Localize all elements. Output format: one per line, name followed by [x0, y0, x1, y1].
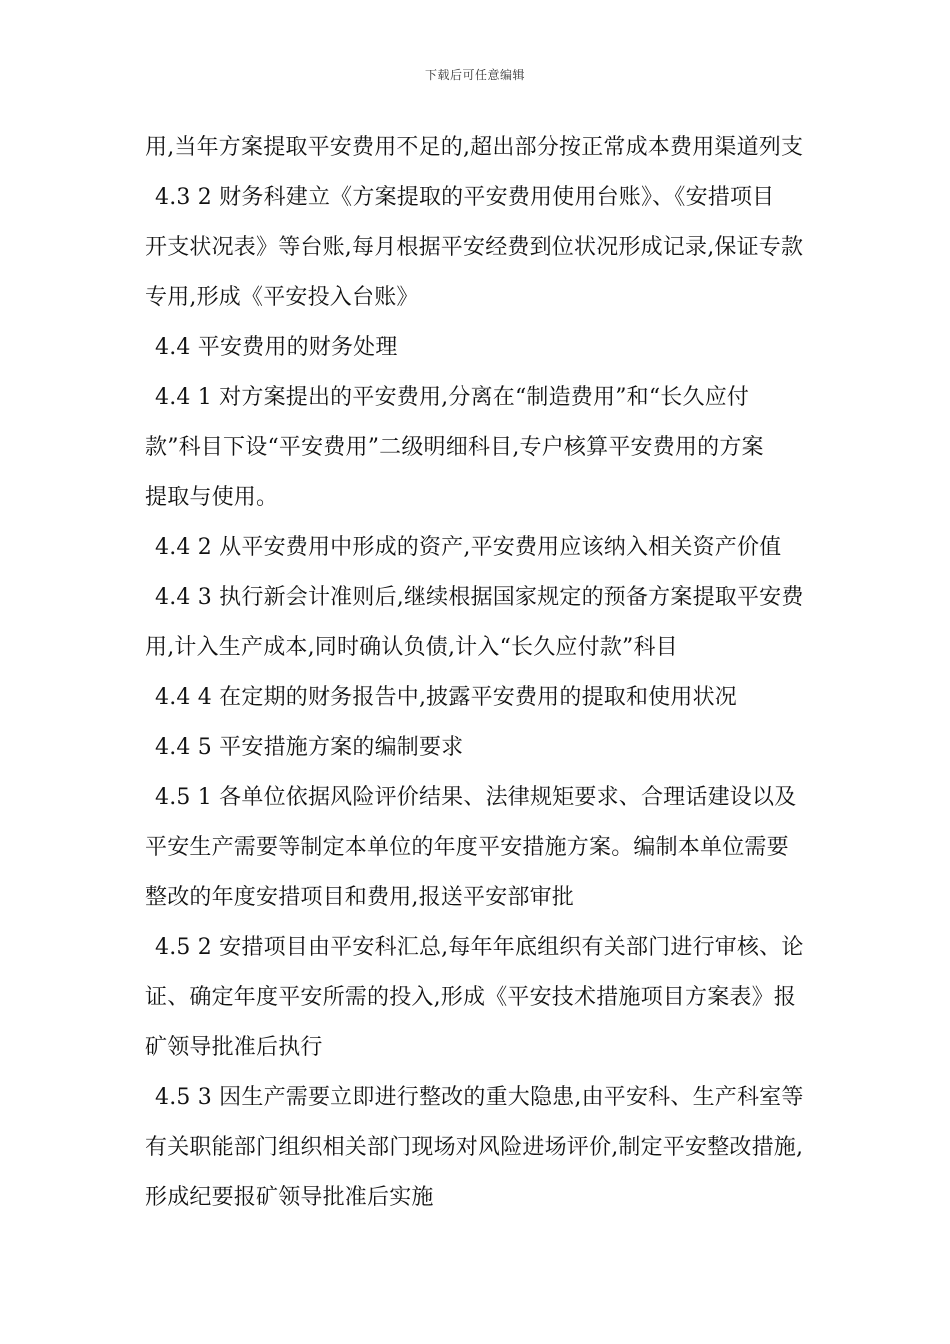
- text-line: 4.4 4 在定期的财务报告中,披露平安费用的提取和使用状况: [155, 685, 737, 710]
- text-line: 有关职能部门组织相关部门现场对风险进场评价,制定平安整改措施,: [145, 1135, 804, 1160]
- text-line: 用,计入生产成本,同时确认负债,计入“长久应付款”科目: [145, 635, 678, 660]
- text-line: 4.5 1 各单位依据风险评价结果、法律规矩要求、合理话建设以及: [155, 785, 797, 810]
- text-line: 提取与使用。: [145, 485, 279, 510]
- text-line: 专用,形成《平安投入台账》: [145, 285, 419, 310]
- text-line: 4.3 2 财务科建立《方案提取的平安费用使用台账》、《安措项目: [155, 185, 775, 210]
- page-header: 下载后可任意编辑: [424, 68, 525, 82]
- text-line: 4.5 3 因生产需要立即进行整改的重大隐患,由平安科、生产科室等: [155, 1085, 804, 1110]
- text-line: 整改的年度安措项目和费用,报送平安部审批: [145, 885, 574, 910]
- section-heading: 4.4 5 平安措施方案的编制要求: [155, 735, 464, 760]
- text-line: 4.4 2 从平安费用中形成的资产,平安费用应该纳入相关资产价值: [155, 535, 782, 560]
- text-line: 形成纪要报矿领导批准后实施: [145, 1185, 434, 1210]
- document-body: [145, 128, 815, 1228]
- text-line: 证、确定年度平安所需的投入,形成《平安技术措施项目方案表》报: [145, 985, 796, 1010]
- text-line: 用,当年方案提取平安费用不足的,超出部分按正常成本费用渠道列支: [145, 135, 804, 160]
- text-line: 4.4 3 执行新会计准则后,继续根据国家规定的预备方案提取平安费: [155, 585, 804, 610]
- text-line: 4.4 1 对方案提出的平安费用,分离在“制造费用”和“长久应付: [155, 385, 750, 410]
- text-line: 4.5 2 安措项目由平安科汇总,每年年底组织有关部门进行审核、论: [155, 935, 804, 960]
- section-heading: 4.4 平安费用的财务处理: [155, 335, 398, 360]
- text-line: 开支状况表》等台账,每月根据平安经费到位状况形成记录,保证专款: [145, 235, 804, 260]
- text-line: 款”科目下设“平安费用”二级明细科目,专户核算平安费用的方案: [145, 435, 764, 460]
- text-line: 平安生产需要等制定本单位的年度平安措施方案。编制本单位需要: [145, 835, 789, 860]
- text-line: 矿领导批准后执行: [145, 1035, 323, 1060]
